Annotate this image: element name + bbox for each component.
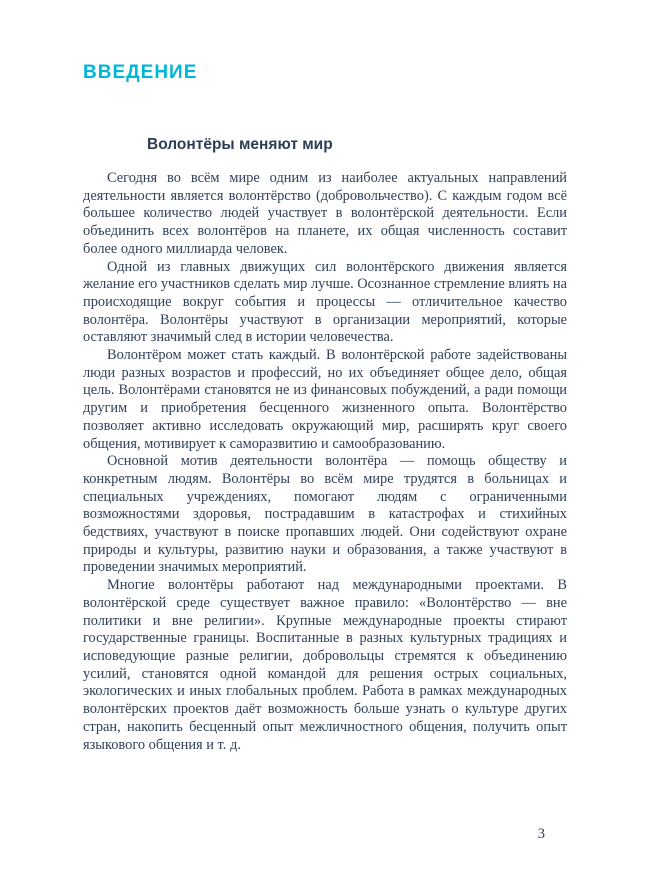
page-number: 3 [537,826,545,842]
body-text [83,170,567,754]
paragraph-1: Сегодня во всём мире одним из наиболее актуальных направлений деятельности является волонтёрство (добровольчество). С каждым годом всё большее количество людей участвует в волонтёрской деятельности. Если объединить всех волонтёров на планете, их общая численность составит более одного миллиарда человек. [83,170,567,257]
paragraph-4: Основной мотив деятельности волонтёра — помощь обществу и конкретным людям. Волонтёры во всём мире трудятся в больницах и специальных учреждениях, помогают людям с ограниченными возможностями здоровья, пострадавшим в катастрофах и стихийных бедствиях, участвуют в поиске пропавших людей. Они содействуют охране природы и культуры, развитию науки и образования, а также участвуют в проведении значимых мероприятий. [83,453,567,576]
paragraph-3: Волонтёром может стать каждый. В волонтёрской работе задействованы люди разных возрастов и профессий, но их объединяет общее дело, общая цель. Волонтёрами становятся не из финансовых побуждений, а ради помощи другим и приобретения бесценного жизненного опыта. Волонтёрство позволяет активно исследовать окружающий мир, расширять круг своего общения, мотивирует к саморазвитию и самообразованию. [83,347,567,452]
section-title: ВВЕДЕНИЕ [83,62,198,83]
paragraph-2: Одной из главных движущих сил волонтёрского движения является желание его участников сделать мир лучше. Осознанное стремление влиять на происходящие вокруг события и процессы — отличительное качество волонтёра. Волонтёры участвуют в организации мероприятий, которые оставляют значимый след в истории человечества. [83,258,567,346]
chapter-heading: Волонтёры меняют мир [147,136,333,153]
paragraph-5: Многие волонтёры работают над международными проектами. В волонтёрской среде существует важное правило: «Волонтёрство — вне политики и вне религии». Крупные международные проекты стирают государственные границы. Воспитанные в разных культурных традициях и исповедующие разные религии, добровольцы стремятся к объединению усилий, становятся одной командой для решения острых социальных, экологических и иных глобальных проблем. Работа в рамках международных волонтёрских проектов даёт возможность больше узнать о культуре других стран, накопить бесценный опыт межличностного общения, получить опыт языкового общения и т. д. [83,577,567,753]
